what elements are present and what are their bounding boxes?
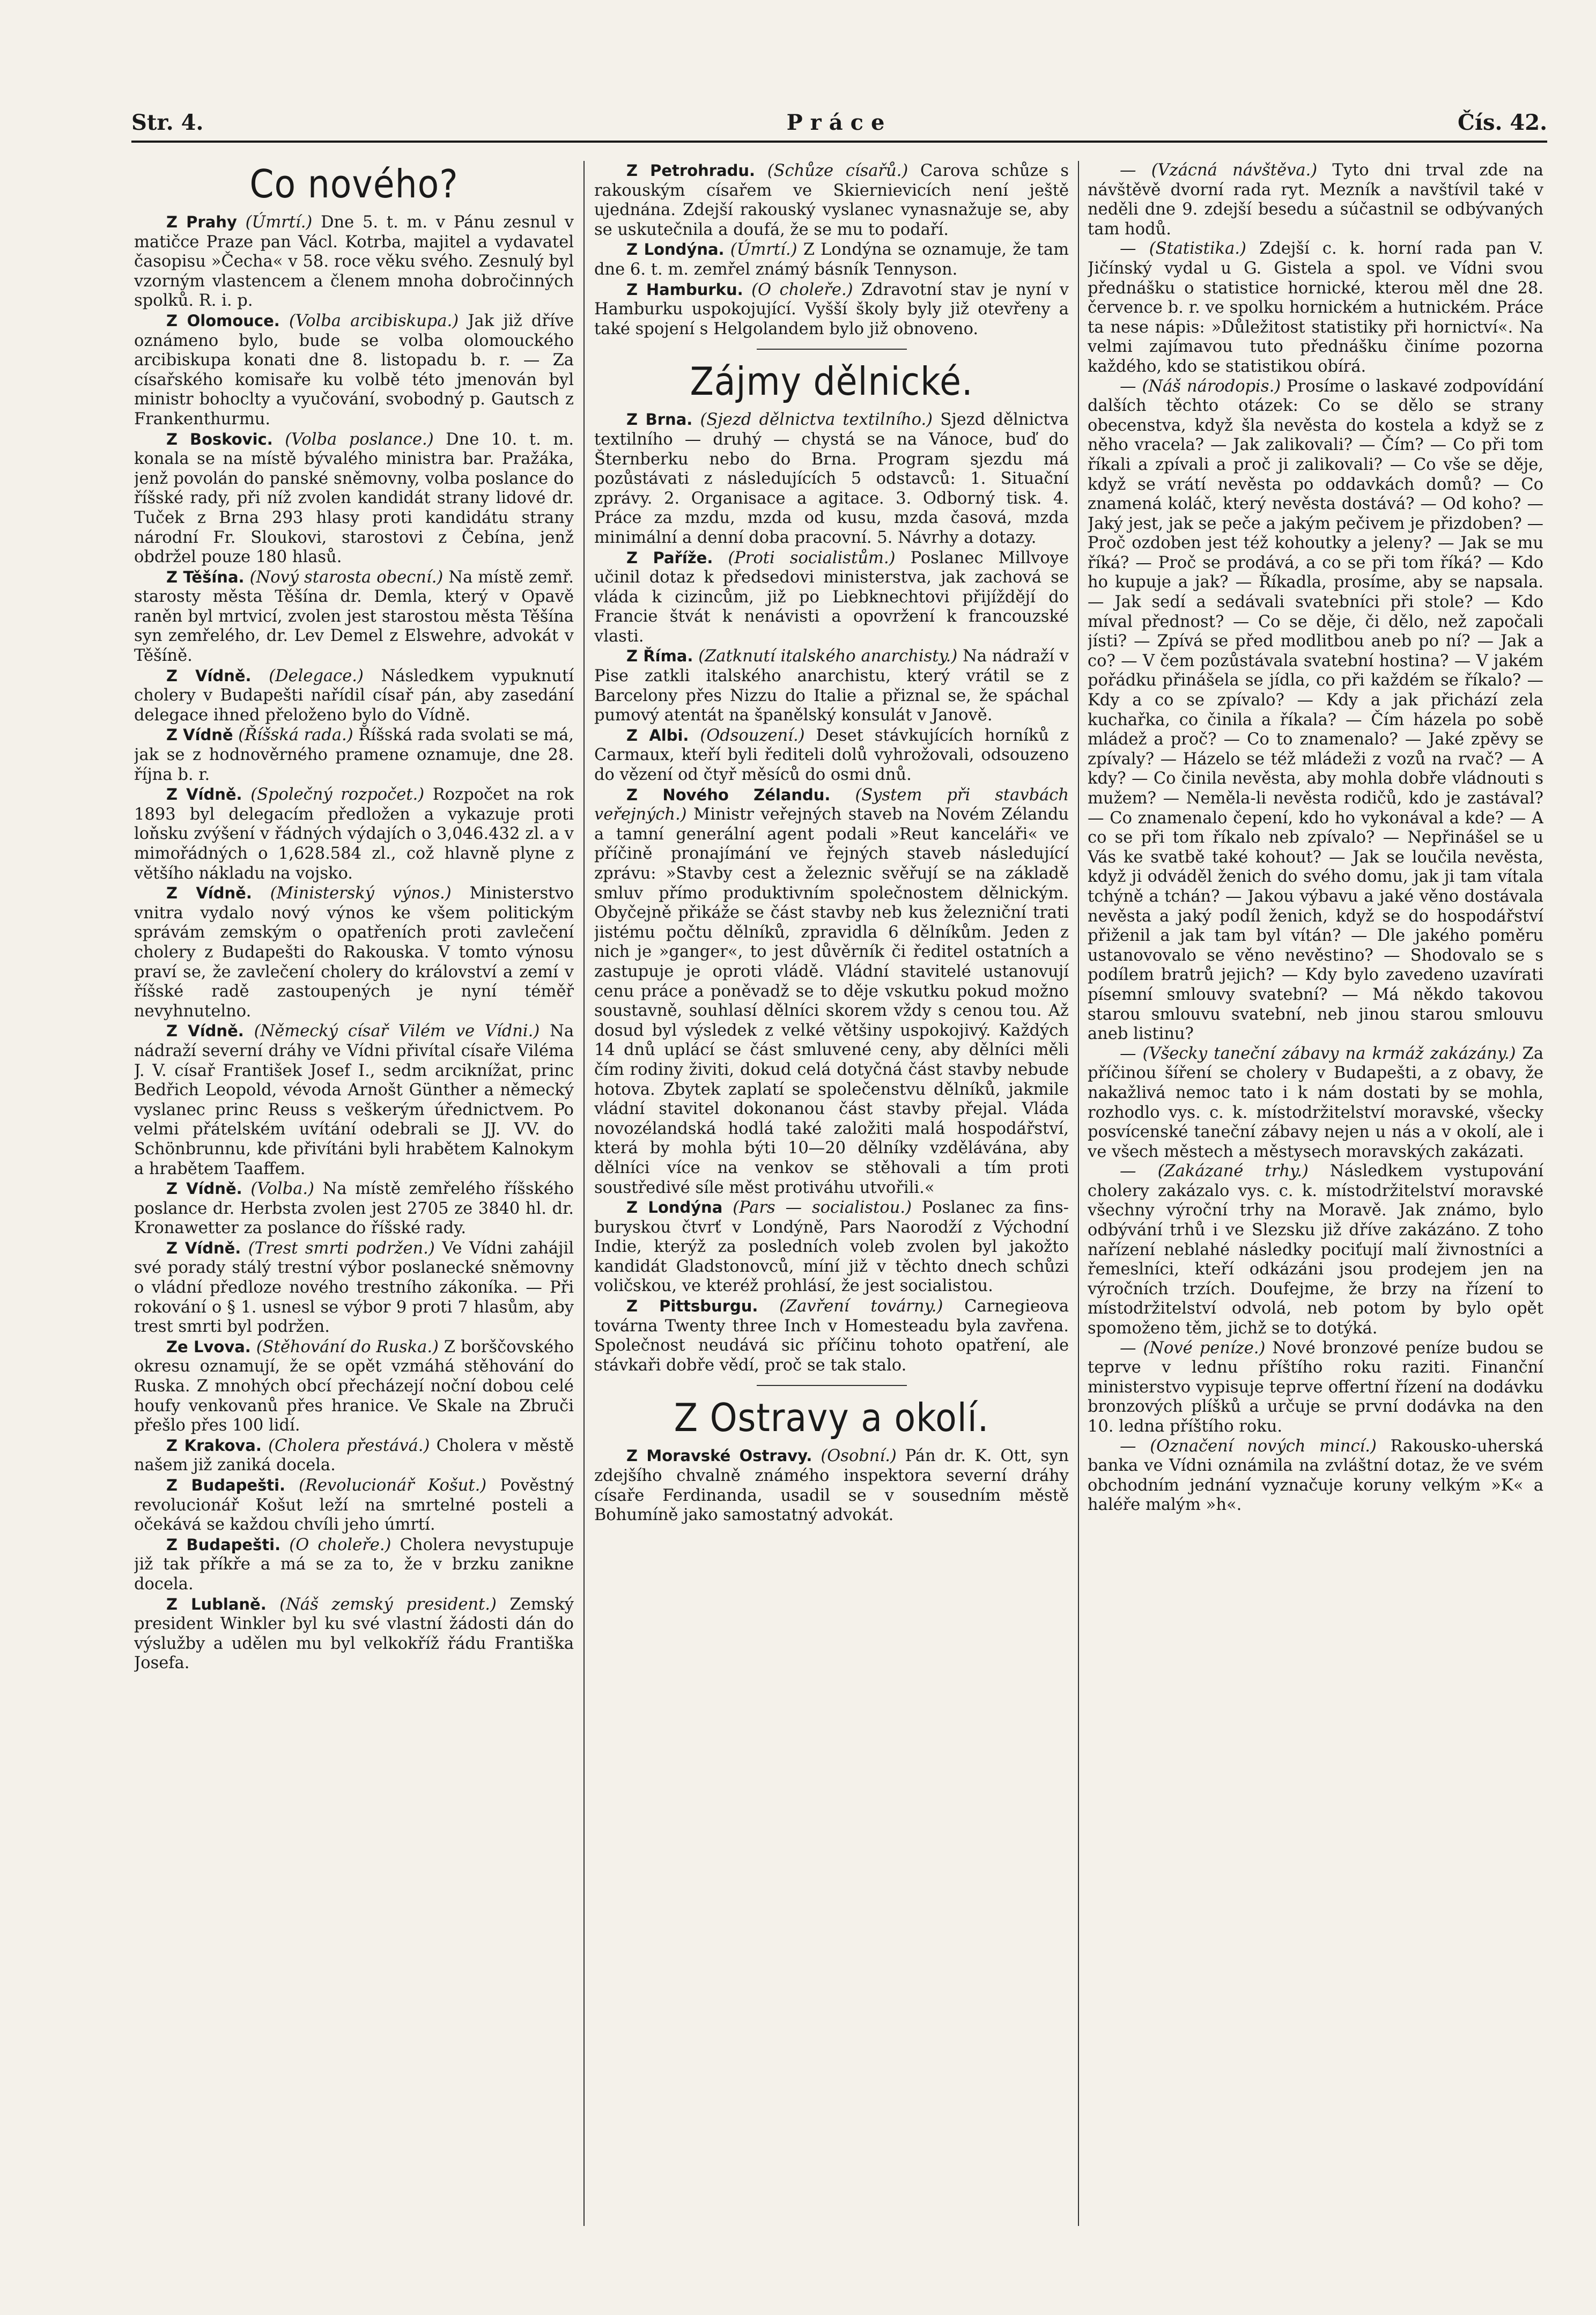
article-heading: — (Zakázané trhy.) — [1120, 1162, 1309, 1181]
article — [594, 1296, 1069, 1375]
article-location: Z Moravské Ostravy. — [626, 1447, 812, 1465]
article-heading: (Volba poslance.) — [285, 430, 434, 449]
article-heading: (Osobní.) — [821, 1447, 897, 1466]
article-heading: — (Označení nových mincí.) — [1120, 1436, 1377, 1456]
article-location: Z Londýna — [626, 1198, 723, 1217]
paper-title: Práce — [786, 110, 892, 135]
article-body: Pán dr. K. Ott, syn zdejšího chvalně známého inspektora severní dráhy císaře Ferdinanda, usadil se v sousedním městě Bohumíně jako samostatný advokát. — [594, 1447, 1069, 1525]
article-body: Rozpočet na rok 1893 byl delegacím předložen a vykazuje proti loňsku zvýšení v řádných výdajích o 3,046.432 zl. a v mimořádných o 1,628.584 zl., což hlavně plyne z většího nákladu na vojsko. — [134, 785, 574, 883]
section-separator — [757, 349, 907, 350]
article-body: Následkem vypuknutí cholery v Budapešti nařídil císař pán, aby zasedání delegace ihned přeloženo bylo do Vídně. — [134, 666, 574, 725]
article-location: Z Londýna. — [626, 240, 725, 259]
article-heading: (Pars — socialistou.) — [733, 1198, 912, 1218]
article-body: Říšská rada svolati se má, jak se z hodnověrného pramene oznamuje, dne 28. října b. r. — [134, 726, 574, 784]
column-3 — [1088, 161, 1543, 2231]
article-body: Ve Vídni zahájil své porady stálý trestní výbor poslanecké sněmovny o vládní předloze nového trestního zákoníka. — Při rokování o § 1. usnesl se výbor 9 proti 7 hlasům, aby trest smrti byl podržen. — [134, 1238, 574, 1337]
article-location: Z Boskovic. — [166, 430, 273, 448]
article — [134, 1179, 574, 1238]
article-location: Ze Lvova. — [166, 1337, 251, 1356]
section-title-ostrava: Z Ostravy a okolí. — [674, 1395, 989, 1441]
article-heading: (O choleře.) — [751, 280, 853, 299]
article-location: Z Nového Zélandu. — [626, 785, 831, 804]
article-location: Z Olomouce. — [166, 311, 280, 330]
article-body: Na místě zemř. starosty města Těšína dr. Demla, který v Opavě raněn byl mrtvicí, zvolen jest starostou města Těšína syn zemřelého, dr. Lev Demel z Elswehre, advokát v Těšíně. — [134, 567, 574, 666]
section-title-workers: Zájmy dělnické. — [690, 359, 973, 404]
article-location: Z Říma. — [626, 647, 693, 666]
article-body: Pověstný revolucionář Košut leží na smrtelné posteli a očekává se každou chvíli jeho úmrtí. — [134, 1476, 574, 1535]
article-location: Z Prahy — [166, 213, 237, 231]
ostrava-items-continued — [1088, 161, 1543, 1515]
article-body: Tyto dni trval zde na návštěvě dvorní rada ryt. Mezník a navštívil také v neděli dne 9. zdejší besedu a súčastnil se odbývaných tam hodů. — [1088, 161, 1543, 239]
article-heading: (Společný rozpočet.) — [250, 785, 425, 805]
article-heading: (Stěhování do Ruska.) — [256, 1337, 439, 1356]
article — [134, 1436, 574, 1476]
article-location: Z Albi. — [626, 726, 689, 744]
article — [1088, 161, 1543, 239]
article — [134, 883, 574, 1021]
article-heading: (Odsouzení.) — [700, 726, 805, 745]
news-items — [134, 212, 574, 1673]
article-heading: (Úmrtí.) — [730, 240, 797, 260]
article-heading: (Trest smrti podržen.) — [248, 1238, 435, 1258]
article — [594, 548, 1069, 647]
article-heading: (Schůze císařů.) — [767, 161, 908, 180]
article-location: Z Vídně. — [166, 666, 252, 685]
article-location: Z Vídně. — [166, 884, 252, 903]
article-body: Za příčinou šíření se cholery v Budapešti, a z obavy, že nakažlivá nemoc tato i k nám dostati by se mohla, rozhodlo vys. c. k. místodržitelství moravské, všecky posvícenské taneční zábavy nejen u nás a v okolí, ale i ve všech městech a městysech moravských zakázati. — [1088, 1044, 1543, 1161]
article-heading: (Proti socialistům.) — [728, 548, 896, 567]
article-heading: — (Všecky taneční zábavy na krmáž zakázány.) — [1120, 1044, 1516, 1063]
article-heading: (Volba arcibiskupa.) — [289, 311, 459, 330]
article-body: Z Londýna se oznamuje, že tam dne 6. t. m. zemřel známý básník Tennyson. — [594, 240, 1069, 279]
article-location: Z Vídně — [166, 726, 233, 744]
article — [134, 1595, 574, 1673]
article-heading: (Revolucionář Košut.) — [299, 1476, 487, 1495]
article-body: Ministerstvo vnitra vydalo nový výnos ke všem politickým správám zemským o opatřeních proti zavlečení cholery z Budapešti do Rakouska. V tomto výnosu praví se, že zavlečení cholery do království a zemí v říšské radě zastoupených je nyní téměř nevyhnutelno. — [134, 884, 574, 1021]
article-heading: (Sjezd dělnictva textilního.) — [700, 410, 933, 430]
article-heading: (Náš zemský president.) — [279, 1595, 497, 1614]
article-location: Z Lublaně. — [166, 1595, 267, 1613]
column-divider-1 — [583, 161, 585, 2226]
section-separator — [757, 1385, 907, 1386]
column-1 — [134, 161, 574, 2231]
article-location: Z Vídně. — [166, 1179, 242, 1198]
article — [134, 1337, 574, 1436]
article — [594, 1446, 1069, 1525]
article-body: Carova schůze s rakouským císařem ve Skiernievicích není ještě ujednána. Zdejší rakouský vyslanec vynasnažuje se, aby se uskutečnila a doufá, že se mu to podaří. — [594, 161, 1069, 239]
article — [594, 726, 1069, 785]
article-location: Z Pittsburgu. — [626, 1297, 758, 1316]
article — [134, 212, 574, 311]
article — [134, 725, 574, 785]
article — [134, 567, 574, 666]
article-body: Následkem vystupování cholery zakázalo vys. c. k. místodržitelství moravské všechny výroční trhy na Moravě. Jak známo, bylo odbývání trhů i ve Slezsku již dříve zakázáno. Z toho nařízení neblahé následky pociťují malí živnostníci a řemeslníci, kteří odkázáni jsou prodejem jen na výročních trzích. Doufejme, že brzy na řízení to místodržitelství odvolá, neb potom by bylo opět spomoženo těm, jichž se to dotýká. — [1088, 1162, 1543, 1338]
article-location: Z Paříže. — [626, 548, 713, 567]
article-body: Nové bronzové peníze budou se teprve v lednu příštího roku raziti. Finanční ministerstvo vypisuje teprve offertní řízení na dodávku bronzových plíšků a určuje se první dodávka na den 10. ledna příštího roku. — [1088, 1338, 1543, 1436]
article — [1088, 1162, 1543, 1338]
article-body: Sjezd dělnictva textilního — druhý — chystá se na Vánoce, buď do Šternberku nebo do Brna. Program sjezdu má pozůstávati z následujících 5 odstavců: 1. Situační zprávy. 2. Organisace a agitace. 3. Odborný tisk. 4. Práce za mzdu, mzda od kusu, mzda časová, mzda minimální a denní doba pracovní. 5. Návrhy a dotazy. — [594, 410, 1069, 547]
article-body: Carnegieova továrna Twenty three Inch v Homesteadu byla zavřena. Společnost neudává sic příčinu tohoto opatření, ale stávkaři dobře vědí, proč se tak stalo. — [594, 1297, 1069, 1375]
article-body: Na nádraží v Pise zatkli italského anarchistu, který vrátil se z Barcelony přes Nizzu do Italie a přiznal se, že spáchal pumový atentát na španělský konsulát v Janově. — [594, 647, 1069, 725]
article-body: Poslanec za fins-buryskou čtvrť v Londýně, Pars Naorodží z Východní Indie, kterýž za posledních voleb zvolen byl jakožto kandidát Gladstonovců, míní již v těchto dnech schůzi voličskou, ve kteréž prohlásí, že jest socialistou. — [594, 1198, 1069, 1296]
article — [134, 1238, 574, 1337]
article-body: Cholera nevystupuje již tak příkře a má se za to, že v brzku zanikne docela. — [134, 1535, 574, 1594]
article — [134, 1021, 574, 1179]
article-heading: (O choleře.) — [289, 1535, 391, 1554]
article — [594, 785, 1069, 1198]
article-location: Z Vídně. — [166, 1238, 241, 1257]
article-body: Na nádraží severní dráhy ve Vídni přivítal císaře Viléma J. V. císař František Josef I., sedm arciknížat, princ Bedřich Leopold, vévoda Arnošt Günther a německý vyslanec princ Reuss s veškerým úřednictvem. Po velmi přátelském uvítání odebrali se JJ. VV. do Schönbrunnu, kde přivítáni byli hrabětem Kalnokym a hrabětem Taaffem. — [134, 1022, 574, 1178]
article-heading: — (Nové peníze.) — [1120, 1338, 1266, 1358]
article — [134, 311, 574, 430]
article-heading: (Cholera přestává.) — [268, 1436, 430, 1455]
article-heading: (Zavření továrny.) — [779, 1297, 943, 1316]
article — [134, 1476, 574, 1535]
article-location: Z Brna. — [626, 410, 693, 429]
article-body: Zdejší c. k. horní rada pan V. Jičínský vydal u G. Gistela a spol. ve Vídni svou přednášku o statistice hornické, kterou měl dne 28. července b. r. ve spolku hornickém a hutnickém. Práce ta nese nápis: »Důležitost statistiky při hornictví«. Na velmi zajímavou tuto přednášku činíme pozorna každého, kdo se statistikou obírá. — [1088, 239, 1543, 376]
article-heading: (Nový starosta obecní.) — [249, 567, 444, 587]
news-items-continued — [594, 161, 1069, 339]
article — [1088, 1044, 1543, 1162]
article-body: Jak již dříve oznámeno bylo, bude se volba olomouckého arcibiskupa konati dne 8. listopadu b. r. — Za císařského komisaře ku volbě této jmenován byl ministr bohoclty a vyučování, svobodný p. Gautsch z Frankenthurmu. — [134, 311, 574, 429]
ostrava-items — [594, 1446, 1069, 1525]
article-heading: — (Statistika.) — [1120, 239, 1246, 259]
article-heading: (Zatknutí italského anarchisty.) — [698, 647, 958, 666]
article-heading: (System při stavbách veřejných.) — [594, 785, 1069, 824]
article-body: Dne 5. t. m. v Pánu zesnul v matičce Praze pan Václ. Kotrba, majitel a vydavatel časopisu »Čecha« v 58. roce věku svého. Zesnulý byl vzorným vlastencem a členem mnoha dobročinných spolků. R. i. p. — [134, 213, 574, 311]
article-location: Z Petrohradu. — [626, 161, 756, 180]
column-divider-2 — [1078, 161, 1079, 2226]
article-heading: (Úmrtí.) — [245, 213, 313, 232]
article-body: Deset stávkujících horníků z Carmaux, kteří byli řediteli dolů vyhrožovali, odsouzeno do vězení od čtyř měsíců do osmi dnů. — [594, 726, 1069, 785]
article-location: Z Budapešti. — [166, 1476, 286, 1494]
article-heading: (Ministerský výnos.) — [270, 884, 452, 903]
article — [1088, 377, 1543, 1044]
article — [594, 1198, 1069, 1296]
column-2 — [594, 161, 1069, 2231]
section-title-news: Co nového? — [249, 161, 459, 207]
article-location: Z Vídně. — [166, 785, 242, 804]
article-heading: — (Náš národopis.) — [1120, 377, 1281, 396]
article-location: Z Krakova. — [166, 1436, 262, 1455]
article-location: Z Hamburku. — [626, 280, 743, 299]
page-number: Str. 4. — [131, 110, 204, 135]
article — [1088, 1339, 1543, 1437]
workers-items — [594, 410, 1069, 1375]
article-heading: (Volba.) — [250, 1179, 314, 1199]
article-heading: (Delegace.) — [269, 666, 364, 685]
article — [594, 240, 1069, 279]
article-body: Prosíme o laskavé zodpovídání dalších těchto otázek: Co se dělo se strany obecenstva, když šla nevěsta do kostela a když se z něho vracela? — Jak zalikovali? — Čím? — Co při tom říkali a zpívali a proč ji zalikovali? — Co vše se děje, když se vrátí nevěsta po oddavkách domů? — Co znamená koláč, který nevěsta dostává? — Od koho? — Jaký jest, jak se peče a jakým pečivem je přizdoben? — Proč ozdoben jest též kohoutky a jeleny? — Jak se mu říká? — Proč se prodává, a co se při tom říká? — Kdo ho kupuje a jak? — Říkadla, prosíme, aby se napsala. — Jak sedí a sedávali svatebníci při stole? — Kdo míval přednost? — Co se děje, či dělo, než započali jísti? — Zpívá se před modlitbou aneb po ní? — Jak a co? — V čem pozůstávala svatební hostina? — V jakém pořádku přinášela se jídla, co při každém se říkalo? — Kdy a co se zpívalo? — Kdy a jak přichází zela kuchařka, co činila a říkala? — Čím házela po sobě mládež a proč? — Co to znamenalo? — Jaké zpěvy se zpívaly? — Házelo se též mládeži z vozů na rvač? — A kdy? — Co činila nevěsta, aby mohla dobře vládnouti s mužem? — Neměla-li nevěsta rodičů, kdo je zastával? — Co znamenalo čepení, kdo ho vykonával a kde? — A co se při tom říkalo neb zpívalo? — Nepřinášel se u Vás ke svatbě také kohout? — Jak se loučila nevěsta, když ji odváděl ženich do svého domu, jak ji tam vítala tchýně a tchán? — Jakou výbavu a jaké věno dostávala nevěsta a jaký podíl ženich, když se do hospodářství přiženil a jak tam byl vítán? — Dle jakého poměru ustanovovalo se věno nevěstino? — Shodovalo se s podílem bratrů jejich? — Kdy bylo zavedeno uzavírati písemní smlouvy svatební? — Má někdo takovou starou smlouvu svatební, neb jinou starou smlouvu aneb listinu? — [1088, 377, 1543, 1044]
article — [1088, 1437, 1543, 1515]
article-location: Z Vídně. — [166, 1022, 244, 1041]
article-heading: (Německý císař Vilém ve Vídni.) — [254, 1022, 540, 1041]
article — [594, 646, 1069, 725]
page-header — [131, 110, 1547, 142]
article-body: Ministr veřejných staveb na Novém Zélandu a tamní generální agent podali »Reut kanceláři« ve příčině pronajímání ve řejných staveb následující zprávu: »Stavby cest a železnic svěřují se na základě smluv přímo produktivním společnostem dělnickým. Obyčejně přikáže se část stavby neb kus železniční trati jistému počtu dělníků, zpravidla 6 dělníkům. Jeden z nich je »ganger«, to jest důvěrník či ředitel ostatních a zastupuje je oproti vládě. Vládní stavitelé ustanovují cenu práce a poněvadž se to děje vskutku pokud možno soustavně, souhlasí dělníci skorem vždy s cenou tou. Až dosud byl výsledek z velké většiny uspokojivý. Každých 14 dnů uplácí se část smluvené ceny, aby dělníci měli čím rodiny živiti, dokud celá dotyčná část stavby nebude hotova. Zbytek zaplatí se společenstvu dělníků, jakmile vládní stavitel dokonanou část stavby přejal. Vláda novozélandská hodlá také založiti malá hospodářství, která by mohla býti 10—20 dělníky vzdělávána, aby dělníci více na venkov se stěhovali a tím proti soustředivé síle měst protiváhu utvořili.« — [594, 805, 1069, 1197]
article — [594, 410, 1069, 548]
article — [134, 430, 574, 567]
article-location: Z Budapešti. — [166, 1535, 281, 1554]
article-body: Z borščovského okresu oznamují, že se opět vzmáhá stěhování do Ruska. Z mnohých obcí přecházejí noční dobou celé houfy venkovanů přes hranice. Ve Skale na Zbruči přešlo přes 100 lidí. — [134, 1337, 574, 1435]
article-location: Z Těšína. — [166, 567, 245, 586]
article — [1088, 239, 1543, 377]
article-body: Rakousko-uherská banka ve Vídni oznámila na zvláštní dotaz, že ve svém obchodním jednání vyznačuje koruny velkým »K« a haléře malým »h«. — [1088, 1436, 1543, 1515]
article — [594, 161, 1069, 240]
article — [134, 666, 574, 726]
article-body: Zdravotní stav je nyní v Hamburku uspokojující. Vyšší školy byly již otevřeny a také spojení s Helgolandem bylo již obnoveno. — [594, 280, 1069, 338]
article — [134, 1535, 574, 1595]
article — [134, 785, 574, 883]
article-heading: (Říšská rada.) — [238, 726, 353, 745]
article-body: Dne 10. t. m. konala se na místě bývalého ministra bar. Pražáka, jenž povolán do panské sněmovny, volba poslance do říšské rady, při níž zvolen kandidát strany lidové dr. Tuček z Brna 293 hlasy proti kandidátu strany národní Fr. Sloukovi, starostovi z Čebína, jenž obdržel pouze 180 hlasů. — [134, 430, 574, 567]
article-body: Zemský president Winkler byl ku své vlastní žádosti dán do výslužby a udělen mu byl velkokříž řádu Františka Josefa. — [134, 1595, 574, 1673]
article-heading: — (Vzácná návštěva.) — [1120, 161, 1318, 180]
article-body: Poslanec Millvoye učinil dotaz k předsedovi ministerstva, jak zachová se vláda k cizincům, již po Liebknechtovi přijíždějí do Francie štvát k nenávisti a opovržení k francouzské vlasti. — [594, 548, 1069, 646]
issue-number: Čís. 42. — [1458, 110, 1547, 135]
article — [594, 280, 1069, 340]
article-body: Na místě zemřelého říšského poslance dr. Herbsta zvolen jest 2705 ze 3840 hl. dr. Kronawetter za poslance do říšské rady. — [134, 1179, 574, 1238]
header-rule — [131, 141, 1547, 143]
article-body: Cholera v městě našem již zaniká docela. — [134, 1436, 574, 1475]
